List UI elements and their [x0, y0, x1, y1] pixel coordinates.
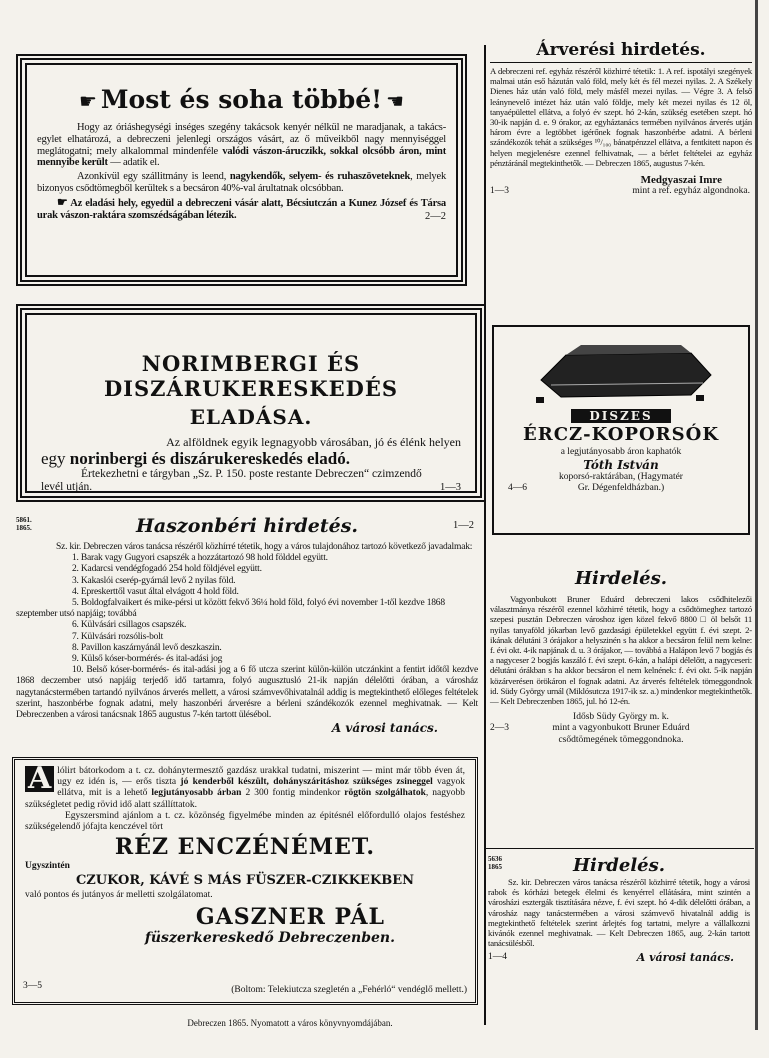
ad2-line-3: Értekezhetni e tárgyban „Sz. P. 150. poste restante Debreczen“ czimzendő levél utján. [41, 468, 422, 493]
right3-sig-2: mint a vagyonbukott Bruner Eduárd [552, 723, 690, 734]
right1-number: 1—3 [490, 186, 509, 197]
right4-title: Hirdelés. [572, 855, 666, 876]
ad1-p1b: valódi vászon-áruczikk, sokkal olcsóbb áron, mint mennyibe került [37, 145, 446, 169]
list-item: 6. Külvásári csillagos csapszék. [72, 620, 187, 631]
ad1-paragraph-1 [37, 122, 446, 169]
right4-ref-2: 1865 [488, 863, 502, 871]
ad1-title: Most és soha többé! [100, 85, 383, 114]
ad4-big-1: RÉZ ENCZÉNÉMET. [114, 834, 376, 861]
ad4-p1g: , nagyobb szükségletet pedig rövid idő alatt szállíttatok. [25, 788, 465, 810]
ad1-p2c: , melyek bizonyos csődtömegből kerültek s a becsáron 40%-val árultatnak olcsóbban. [37, 171, 446, 194]
ad2-l2b: norinbergi és diszárukereskedés eladó. [69, 449, 350, 468]
coffin-illustration [521, 335, 721, 405]
right4-signature: A városi tanács. [636, 951, 734, 965]
list-item: 1. Barak vagy Gugyori csapszék a hozzátartozó 98 hold földdel együtt. [72, 553, 328, 564]
right3-number: 2—3 [490, 723, 509, 734]
ad4-p1f: rögtön szolgálhatok [344, 788, 426, 799]
right4-ref [488, 855, 502, 871]
ad1-p2b: nagykendők, selyem- és ruhaszöveteknek [229, 171, 411, 183]
ad3-ref [16, 516, 32, 532]
page-edge [755, 0, 758, 1030]
right1-role: mint a ref. egyház algondnoka. [632, 186, 750, 197]
ad-most-es-soha [20, 58, 463, 282]
list-item: 8. Pavillon kaszárnyánál levő deszkaszin. [72, 642, 222, 653]
ad1-p1c: — adatik el. [107, 157, 160, 169]
right4-number: 1—4 [488, 952, 507, 963]
right3-sig-2-row [490, 723, 752, 734]
ad2-number: 1—3 [440, 482, 461, 493]
right2-line-3: Gr. Dégenfeldházban.) [577, 483, 665, 494]
ad4-big-2: CZUKOR, KÁVÉ S MÁS FÜSZER-CZIKKEKBEN [75, 873, 415, 889]
ad1-paragraph-2 [37, 171, 446, 195]
ad1-number: 2—2 [425, 211, 446, 223]
ad2-subtitle: ELADÁSA. [189, 405, 313, 429]
right-koporsok [492, 325, 750, 535]
pointing-hand-icon: ☛ [57, 194, 68, 209]
right1-text: A debreczeni ref. egyház részéről közhirré tétetik: 1. A ref. ispotályi szegények malmai után eső házután való föld, mely két és fél mezei nyilas. 2. A Székely Dienes ház után való föld, mely másfél mezei nyilas. — Végre 3. A felső leánynevelő intézet ház után való földje, mely két mezei nyilas és 12 öl, tanyaépülettel ellátva, a folyó év szept. hó 2-kán, szükség esetében szept. hó 30-ik napján d. e. 9 órakor, az egyháztanács termében nyilvános árverés utján három évre a legtöbbet igérőnek fognak haszonbérbe adatni. A bérleni szándékozók tehát a szükséges ¹⁰/₁₀₀ bánatpénzzel ellátva, a fentkitett napon és helyen megjelenésre ezennel felhivatnak, — a bérlet feltételei az egyház pénztáránál megtekinthetők. — Debreczen 1865, augustus 7-kén. [490, 66, 752, 168]
ad1-p1a: Hogy az óriáshegységi inséges szegény takácsok kenyér nélkül ne maradjanak, a takács-egylet elhatározá, a debreczeni jelenlegi országos vásárt, az ő műveikből nagy mennyiséggel meglátogatni; mely alkalommal mindenféle [37, 122, 446, 157]
pointing-hand-icon: ☛ [78, 89, 97, 113]
right2-name: Tóth István [583, 458, 659, 473]
list-item: 9. Külső kóser-bormérés- és ital-adási jog [72, 654, 223, 665]
ad1-p3: Az eladási hely, egyedül a debreczeni vásár alatt, Bécsiutczán a Kunez József és Társa urak vászon-raktára szomszédságában létezik. [37, 197, 446, 221]
right1-name: Medgyaszai Imre [640, 174, 722, 187]
ad2-line-2 [41, 449, 461, 468]
ad4-name: GASZNER PÁL [195, 903, 385, 930]
right2-number: 4—6 [508, 483, 527, 494]
right3-text: Vagyonbukott Bruner Eduárd debreczeni lakos csődhitelezői választmánya részéről ezennel közhirré tétetik, hogy a csődtömeghez tartozó szepesi pusztán Debreczen városhoz igen közel fekvő 8800 □ öl belsőt 11 nyilas tanyaföld jókarban levő gazdasági épületekkel együtt f. évi szept. 2-ikának délutáni 3 órájakor a helyszinén s ha akkor a becsáron felül nem kelne: f. évi okt. 4-ik napjának d. u. 3 órájakor, — továbbá a Halápon levő 7 bogjás és a nagyceser 2 bogjás kaszáló f. évi szept. 6-kán, a halápi délelőtt, a nagyceseri: délutáni órákban s ha akkor becsáron el nem kelnének: f. évi okt. 5-ik napján közárverésen örökáron el fognak adatni. Az árverés feltételek tömeggondnok id. Südy György urnál (Miklósutcza 1917-ik sz. a.) mindenkor megtekinthetők. — Kelt Debreczenben 1865, jul. hó 12-én. [490, 594, 752, 707]
ad4-line-3: való pontos és jutányos ár melletti szolgálatomat. [25, 890, 213, 901]
divider [490, 62, 752, 63]
list-item: 10. Belső kóser-bormérés- és ital-adási jog a 6 fő utcza szerint külön-külön utczánkint a fentirt időtől kezdve 1868 deczember utsó napjáig terjedő idő tartamra, folyó augusztusló 21-ik napján délelőtti órában, a városház nagytanácstermében tartandó nyilvános árverés mellett, a városi számvevőhivatalnál addig is megtekinthető előleges feltételek szerint, haszonbérbe fognak adatni, mely haszonbéri árverésre a bérleni szándékozók ezennel meghivatnak. — Kelt Debreczenben a városi tanácsnak 1865 augustus 7-kén tartott ülésébol. [16, 665, 478, 721]
right2-line-1: a legjutányosabb áron kaphatók [560, 447, 682, 457]
right4-text: Sz. kir. Debreczen város tanácsa részéről közhirré tétetik, hogy a városi rabok és kórházi betegek élelmi és kenyérrel ellátására, mint szintén a városházi esztergák tisztítására nézve, f. évi szept. hó 4-dik délelőtti órában, a városház nagy tanácstermében a városi számvevő hivatalnál addig is megtekinthető feltételek szerint árlejtés fog tartatni, melyre a vállalkozni kivánók ezennel meghivatnak. — Kelt Debreczen 1865, aug. 2-kán tartott tanácsülésből. [488, 877, 750, 949]
ad3-intro: Sz. kir. Debreczen város tanácsa részéről közhírré tétetik, hogy a város tulajdonához tartozó következő javadalmak: [56, 542, 473, 552]
pointing-hand-icon: ☛ [386, 89, 405, 113]
footer: Debreczen 1865. Nyomatott a város könyvnyomdájában. [187, 1018, 393, 1028]
ad3-title: Haszonbéri hirdetés. [135, 515, 359, 537]
ad4-p1d: legjutányosabb árban [151, 788, 242, 799]
ad4-initial: A [25, 766, 54, 792]
ad4-address: (Boltom: Telekiutcza szegletén a „Fehérló“ vendéglő mellett.) [231, 984, 467, 995]
ad4-p1e: 2 300 fontig mindenkor [241, 788, 345, 799]
right2-label-1: DISZES [571, 409, 671, 423]
ad3-ref-2: 1865. [16, 524, 32, 532]
ad3-number: 1—2 [453, 520, 474, 531]
right3-title: Hirdelés. [574, 568, 668, 589]
list-item: 3. Kakaslói cserép-gyárnál levő 2 nyilas föld. [72, 575, 236, 586]
right-hirdetes-2 [484, 848, 754, 1009]
ad-gaszner [12, 757, 478, 1005]
ad-haszonberi [16, 514, 478, 754]
right2-label-2: ÉRCZ-KOPORSÓK [523, 424, 719, 445]
ad4-also: Ugyszintén [25, 861, 70, 872]
list-item: 4. Epreskerttől vasut által elvágott 4 hold föld. [72, 586, 239, 597]
ad2-l2a: egy [41, 449, 70, 468]
right-hirdetes-1 [490, 568, 752, 838]
ad4-occupation: füszerkereskedő Debreczenben. [144, 929, 395, 946]
right2-line-2: koporsó-raktárában, (Hagymatér [559, 472, 683, 483]
ad3-list [16, 553, 478, 721]
ad4-p1c: vagyok ellátva, mit is a lehető [57, 777, 465, 799]
right3-sig-3: csődtömegének tömeggondnoka. [558, 734, 684, 745]
ad1-p2a: Azonkívül egy szállitmány is leend, [77, 171, 230, 183]
list-item: 5. Boldogfalvaikert és mike-pérsi ut között fekvő 36¼ hold föld, folyó évi november 1-től kezdve 1868 szeptember utsó napjáig; továbbá [16, 598, 445, 620]
list-item: 2. Kadarcsi vendégfogadó 254 hold földjével együtt. [72, 564, 262, 575]
right2-line-3-row [494, 483, 748, 494]
ad1-title-row [37, 85, 446, 114]
ad4-p1a: lólirt bátorkodom a t. cz. dohánytermesztő gazdász urakkal tudatni, miszerint — mint már több éven át, ugy ez idén is, — erős tiszta [57, 766, 465, 788]
ad3-signature: A városi tanács. [331, 721, 438, 736]
ad-norimbergi [20, 308, 482, 498]
right-arveresi [490, 40, 752, 295]
ad3-ref-1: 5861. [16, 516, 32, 524]
ad4-paragraph-2: Egyszersmind ajánlom a t. cz. közönség figyelmébe minden az épitésnél előfordulló olajos festéshez szükségelendő jófajta kenczével tört [25, 810, 465, 833]
right4-ref-1: 5636 [488, 855, 502, 863]
right1-role-row [490, 186, 752, 197]
ad4-p1b: jó kenderből készült, dohányszáritáshoz szükséges zsineggel [180, 777, 433, 788]
ad4-paragraph-1 [25, 761, 465, 811]
ad2-title: NORIMBERGI ÉS DISZÁRUKERESKEDÉS [103, 351, 399, 401]
ad4-number: 3—5 [23, 980, 42, 991]
ad2-line-1: Az alföldnek egyik legnagyobb városában, jó és élénk helyen [166, 435, 461, 449]
right3-sig-1: Idősb Südy György m. k. [573, 712, 669, 723]
list-item: 7. Külvásári rozsólis-bolt [72, 631, 164, 642]
right1-title: Árverési hirdetés. [536, 40, 706, 60]
